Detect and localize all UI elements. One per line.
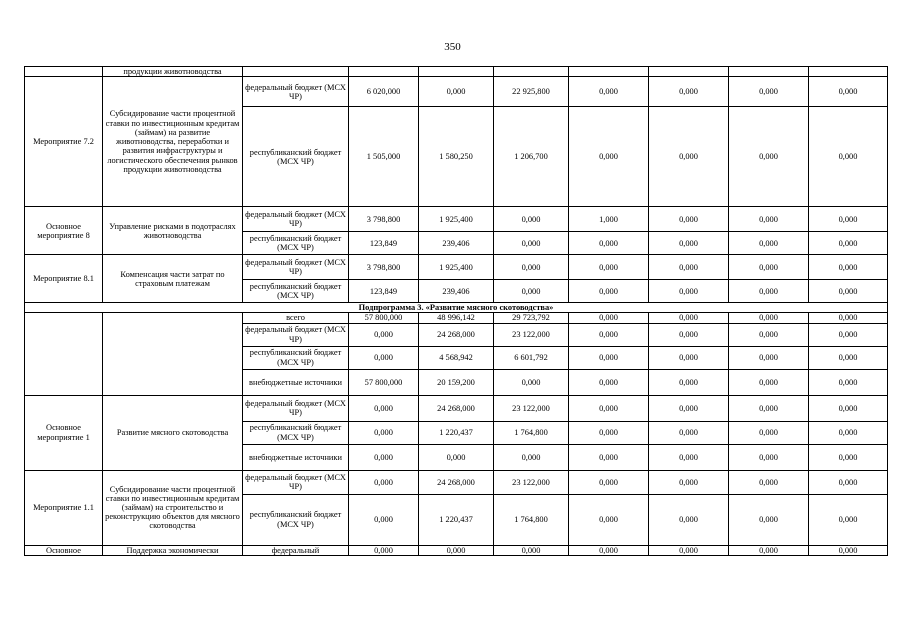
value-cell: 0,000 [649, 545, 729, 555]
funding-source-cell: федеральный бюджет (МСХ ЧР) [243, 323, 349, 346]
value-cell: 0,000 [649, 444, 729, 470]
value-cell: 29 723,792 [494, 313, 569, 323]
value-cell: 0,000 [349, 494, 419, 545]
value-cell: 0,000 [729, 369, 809, 395]
value-cell [569, 67, 649, 77]
value-cell: 1 220,437 [419, 494, 494, 545]
funding-source-cell: федеральный бюджет (МСХ ЧР) [243, 207, 349, 232]
value-cell: 0,000 [809, 232, 888, 255]
event-name-cell: Управление рисками в подотраслях животноводства [103, 207, 243, 255]
value-cell: 0,000 [729, 421, 809, 444]
event-name-cell: Развитие мясного скотоводства [103, 395, 243, 470]
value-cell: 0,000 [649, 207, 729, 232]
table-row [25, 77, 888, 107]
value-cell: 0,000 [569, 280, 649, 303]
value-cell: 4 568,942 [419, 346, 494, 369]
subprogram-row [25, 303, 888, 313]
value-cell [494, 67, 569, 77]
value-cell: 0,000 [729, 255, 809, 280]
value-cell: 0,000 [809, 323, 888, 346]
value-cell: 0,000 [729, 395, 809, 421]
value-cell: 0,000 [349, 545, 419, 555]
value-cell: 0,000 [809, 77, 888, 107]
table-row [25, 313, 888, 323]
value-cell: 0,000 [649, 255, 729, 280]
value-cell: 23 122,000 [494, 323, 569, 346]
value-cell: 0,000 [349, 470, 419, 494]
value-cell: 23 122,000 [494, 395, 569, 421]
value-cell: 6 601,792 [494, 346, 569, 369]
value-cell: 0,000 [809, 107, 888, 207]
value-cell: 0,000 [649, 280, 729, 303]
event-cell: Мероприятие 7.2 [25, 77, 103, 207]
event-cell [25, 313, 103, 395]
value-cell: 22 925,800 [494, 77, 569, 107]
event-cell: Основное мероприятие 1 [25, 395, 103, 470]
value-cell: 23 122,000 [494, 470, 569, 494]
event-cell: Мероприятие 1.1 [25, 470, 103, 545]
event-name-cell [103, 313, 243, 395]
value-cell: 0,000 [729, 107, 809, 207]
value-cell [809, 67, 888, 77]
value-cell: 57 800,000 [349, 313, 419, 323]
value-cell: 0,000 [569, 323, 649, 346]
value-cell: 0,000 [569, 494, 649, 545]
funding-source-cell: федеральный [243, 545, 349, 555]
event-cell: Основное [25, 545, 103, 555]
funding-source-cell: республиканский бюджет (МСХ ЧР) [243, 346, 349, 369]
value-cell: 0,000 [419, 545, 494, 555]
value-cell: 0,000 [419, 77, 494, 107]
value-cell: 0,000 [809, 421, 888, 444]
value-cell: 57 800,000 [349, 369, 419, 395]
funding-source-cell: внебюджетные источники [243, 444, 349, 470]
value-cell: 0,000 [569, 255, 649, 280]
funding-source-cell: внебюджетные источники [243, 369, 349, 395]
value-cell: 0,000 [809, 494, 888, 545]
event-cell: Мероприятие 8.1 [25, 255, 103, 303]
value-cell: 0,000 [494, 369, 569, 395]
value-cell: 0,000 [349, 444, 419, 470]
value-cell: 6 020,000 [349, 77, 419, 107]
value-cell [419, 67, 494, 77]
value-cell: 0,000 [809, 255, 888, 280]
page-number: 350 [444, 41, 461, 53]
value-cell: 0,000 [569, 421, 649, 444]
value-cell: 0,000 [569, 444, 649, 470]
funding-source-cell [243, 67, 349, 77]
value-cell: 123,849 [349, 280, 419, 303]
event-name-cell: Компенсация части затрат по страховым платежам [103, 255, 243, 303]
value-cell: 123,849 [349, 232, 419, 255]
budget-table [24, 66, 888, 556]
value-cell: 0,000 [729, 280, 809, 303]
table-row [25, 545, 888, 555]
value-cell: 1 925,400 [419, 207, 494, 232]
value-cell: 24 268,000 [419, 323, 494, 346]
value-cell: 0,000 [809, 545, 888, 555]
value-cell: 1 505,000 [349, 107, 419, 207]
value-cell: 0,000 [649, 77, 729, 107]
value-cell: 0,000 [649, 421, 729, 444]
value-cell: 0,000 [729, 77, 809, 107]
funding-source-cell: республиканский бюджет (МСХ ЧР) [243, 421, 349, 444]
value-cell: 0,000 [809, 313, 888, 323]
value-cell: 0,000 [729, 346, 809, 369]
value-cell: 0,000 [809, 470, 888, 494]
value-cell: 0,000 [569, 77, 649, 107]
value-cell: 239,406 [419, 232, 494, 255]
funding-source-cell: республиканский бюджет (МСХ ЧР) [243, 280, 349, 303]
table-row [25, 207, 888, 232]
event-name-cell: Поддержка экономически [103, 545, 243, 555]
value-cell: 0,000 [729, 313, 809, 323]
value-cell: 0,000 [494, 444, 569, 470]
value-cell: 48 996,142 [419, 313, 494, 323]
value-cell: 0,000 [569, 313, 649, 323]
subprogram-title: Подпрограмма 3. «Развитие мясного скотоводства» [25, 303, 888, 313]
table-row [25, 395, 888, 421]
value-cell: 1 764,800 [494, 494, 569, 545]
value-cell [349, 67, 419, 77]
value-cell: 1 925,400 [419, 255, 494, 280]
funding-source-cell: всего [243, 313, 349, 323]
value-cell: 0,000 [649, 107, 729, 207]
value-cell [729, 67, 809, 77]
value-cell: 0,000 [494, 232, 569, 255]
value-cell: 0,000 [729, 545, 809, 555]
value-cell: 0,000 [649, 395, 729, 421]
value-cell: 1 206,700 [494, 107, 569, 207]
value-cell: 0,000 [569, 107, 649, 207]
value-cell: 0,000 [649, 470, 729, 494]
value-cell: 0,000 [494, 545, 569, 555]
value-cell: 0,000 [809, 346, 888, 369]
value-cell: 0,000 [349, 346, 419, 369]
value-cell: 0,000 [729, 232, 809, 255]
value-cell: 0,000 [569, 545, 649, 555]
value-cell: 0,000 [809, 280, 888, 303]
value-cell: 1 764,800 [494, 421, 569, 444]
value-cell: 24 268,000 [419, 395, 494, 421]
value-cell: 20 159,200 [419, 369, 494, 395]
value-cell: 0,000 [494, 255, 569, 280]
value-cell [649, 67, 729, 77]
value-cell: 24 268,000 [419, 470, 494, 494]
event-name-cell: Субсидирование части процентной ставки по инвестиционным кредитам (займам) на развитие животноводства, переработки и развития инфраструктуры и логистического обеспечения рынков продукции животноводства [103, 77, 243, 207]
value-cell: 239,406 [419, 280, 494, 303]
event-name-cell: Субсидирование части процентной ставки по инвестиционным кредитам (займам) на строительство и реконструкцию объектов для мясного скотоводства [103, 470, 243, 545]
value-cell: 0,000 [494, 207, 569, 232]
value-cell: 0,000 [649, 313, 729, 323]
funding-source-cell: федеральный бюджет (МСХ ЧР) [243, 395, 349, 421]
value-cell: 1,000 [569, 207, 649, 232]
value-cell: 0,000 [729, 494, 809, 545]
value-cell: 0,000 [349, 395, 419, 421]
value-cell: 0,000 [569, 395, 649, 421]
value-cell: 0,000 [809, 369, 888, 395]
value-cell: 0,000 [649, 346, 729, 369]
value-cell: 0,000 [649, 323, 729, 346]
value-cell: 0,000 [809, 444, 888, 470]
funding-source-cell: федеральный бюджет (МСХ ЧР) [243, 470, 349, 494]
value-cell: 0,000 [569, 232, 649, 255]
funding-source-cell: федеральный бюджет (МСХ ЧР) [243, 77, 349, 107]
funding-source-cell: республиканский бюджет (МСХ ЧР) [243, 107, 349, 207]
value-cell: 1 220,437 [419, 421, 494, 444]
value-cell: 0,000 [729, 207, 809, 232]
value-cell: 3 798,800 [349, 255, 419, 280]
value-cell: 0,000 [729, 323, 809, 346]
value-cell: 0,000 [349, 323, 419, 346]
funding-source-cell: республиканский бюджет (МСХ ЧР) [243, 232, 349, 255]
value-cell: 0,000 [649, 232, 729, 255]
value-cell: 0,000 [809, 395, 888, 421]
value-cell: 0,000 [649, 494, 729, 545]
value-cell: 0,000 [569, 369, 649, 395]
value-cell: 0,000 [569, 470, 649, 494]
value-cell: 0,000 [729, 470, 809, 494]
funding-source-cell: федеральный бюджет (МСХ ЧР) [243, 255, 349, 280]
table-row [25, 255, 888, 280]
table-row [25, 67, 888, 77]
value-cell: 0,000 [729, 444, 809, 470]
value-cell: 0,000 [494, 280, 569, 303]
table-row [25, 470, 888, 494]
funding-source-cell: республиканский бюджет (МСХ ЧР) [243, 494, 349, 545]
event-name-cell: продукции животноводства [103, 67, 243, 77]
value-cell: 0,000 [809, 207, 888, 232]
value-cell: 0,000 [649, 369, 729, 395]
event-cell [25, 67, 103, 77]
value-cell: 0,000 [419, 444, 494, 470]
value-cell: 0,000 [349, 421, 419, 444]
value-cell: 1 580,250 [419, 107, 494, 207]
event-cell: Основное мероприятие 8 [25, 207, 103, 255]
value-cell: 0,000 [569, 346, 649, 369]
value-cell: 3 798,800 [349, 207, 419, 232]
